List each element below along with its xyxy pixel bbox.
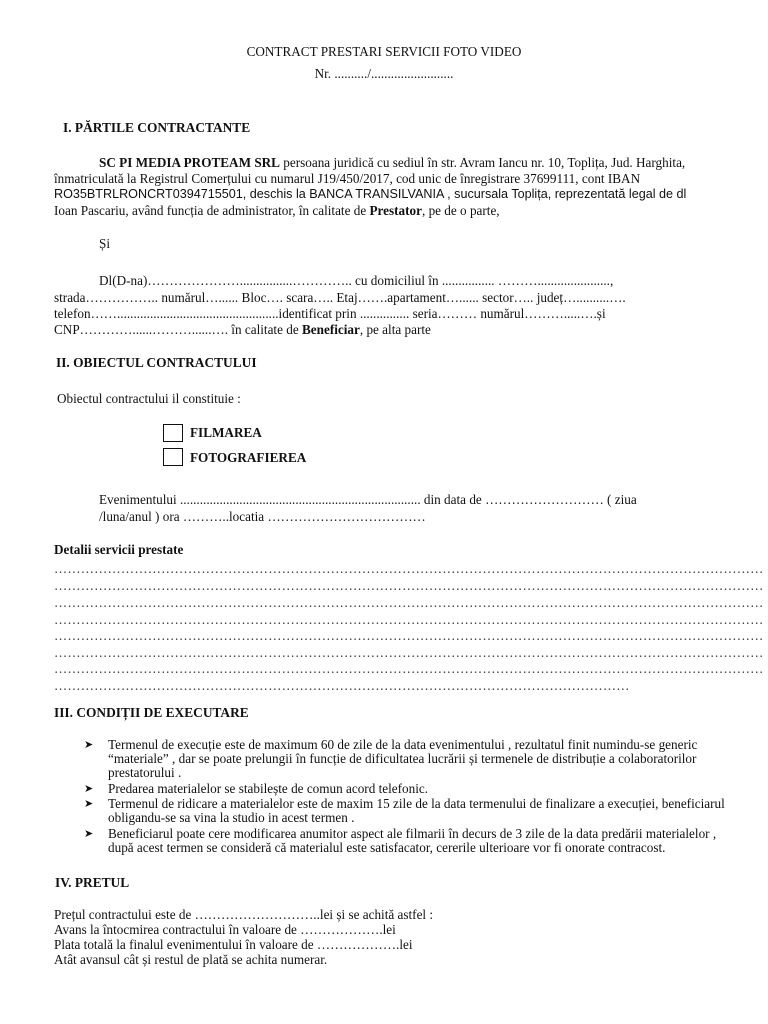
client-line-3: telefon…….................................................identificat prin ............... seria……… numărul……….....….și (54, 306, 606, 321)
arrow-bullet-icon: ➤ (84, 739, 94, 751)
contract-title: CONTRACT PRESTARI SERVICII FOTO VIDEO (246, 44, 522, 59)
details-heading: Detalii servicii prestate (54, 542, 184, 557)
contract-number: Nr. ........../......................... (314, 66, 454, 81)
arrow-bullet-icon: ➤ (84, 828, 94, 840)
details-line[interactable]: …………………………………………………………………………………………………………………………………………… (54, 561, 764, 576)
details-line[interactable]: …………………………………………………………………………………………………………………………………………… (54, 612, 764, 627)
event-line-1: Evenimentului ......................................................................... din data de ……………………… ( ziua (99, 492, 637, 507)
client-role-suffix: , pe alta parte (359, 322, 431, 337)
company-line-1 (99, 155, 685, 171)
company-role-prefix: Ioan Pascariu, având funcția de administrator, în calitate de (54, 203, 370, 218)
event-line-2: /luna/anul ) ora ………..locatia ……………………………… (99, 509, 426, 524)
details-line[interactable]: …………………………………………………………………………………………………………………………………………… (54, 578, 764, 593)
company-line-3: RO35BTRLRONCRT0394715501, deschis la BANCA TRANSILVANIA , sucursala Toplița, reprezentată legal de dl (54, 187, 687, 201)
condition-text: Beneficiarul poate cere modificarea anumitor aspect ale filmarii în decurs de 3 zile de la data predării materialelor , după acest termen se consideră că materialul este satisfacator, cererile ulterioare vor fi onorate contracost. (108, 826, 717, 855)
price-line-1: Prețul contractului este de ………………………..lei și se achită astfel : (54, 907, 434, 922)
section-3-heading: III. CONDIȚII DE EXECUTARE (54, 705, 249, 720)
filmarea-checkbox[interactable] (163, 424, 183, 442)
fotografierea-label: FOTOGRAFIEREA (190, 450, 307, 465)
beneficiar-label: Beneficiar (301, 322, 360, 337)
filmarea-label: FILMAREA (190, 425, 262, 440)
section-4-heading: IV. PRETUL (55, 875, 130, 890)
section-1-heading: I. PĂRTILE CONTRACTANTE (63, 120, 251, 135)
prestator-label: Prestator (369, 203, 422, 218)
price-line-2: Avans la întocmirea contractului în valoare de ……………….lei (54, 922, 396, 937)
price-line-3: Plata totală la finalul evenimentului în valoare de ……………….lei (54, 937, 413, 952)
arrow-bullet-icon: ➤ (84, 783, 94, 795)
client-line-4 (54, 322, 431, 338)
company-name: SC PI MEDIA PROTEAM SRL (99, 155, 280, 170)
fotografierea-checkbox[interactable] (163, 448, 183, 466)
price-line-4: Atât avansul cât și restul de plată se achita numerar. (54, 952, 328, 967)
section-2-heading: II. OBIECTUL CONTRACTULUI (56, 355, 257, 370)
si-label: Și (99, 236, 110, 251)
company-address: persoana juridică cu sediul în str. Avram Iancu nr. 10, Toplița, Jud. Harghita, (279, 155, 686, 170)
company-line-4 (54, 203, 500, 219)
company-role-suffix: , pe de o parte, (421, 203, 500, 218)
details-line[interactable]: …………………………………………………………………………………………………………………………………………… (54, 595, 764, 610)
details-line[interactable]: …………………………………………………………………………………………………………………………………………… (54, 661, 764, 676)
details-line[interactable]: …………………………………………………………………………………………………………………………………………… (54, 645, 764, 660)
condition-text: Predarea materialelor se stabilește de comun acord telefonic. (108, 781, 429, 796)
details-line[interactable]: ………………………………………………………………………………………………………………… (54, 678, 630, 693)
object-intro: Obiectul contractului il constituie : (57, 391, 241, 406)
client-line-2: strada…………….. numărul…...... Bloc…. scara….. Etaj…….apartament…...... sector….. județ…..........…. (54, 290, 626, 305)
client-cnp: CNP…………......………......…. în calitate de (54, 322, 302, 337)
details-line[interactable]: …………………………………………………………………………………………………………………………………………… (54, 628, 764, 643)
company-line-2: înmatriculată la Registrul Comerțului cu numarul J19/450/2017, cod unic de înregistrare 37699111, cont IBAN (54, 171, 641, 186)
client-line-1: Dl(D-na)…………………................………….. cu domiciliul în ................ ………......................, (99, 273, 614, 288)
arrow-bullet-icon: ➤ (84, 798, 94, 810)
condition-text: Termenul de execuție este de maximum 60 de zile de la data evenimentului , rezultatul finit numindu-se generic “materiale” , dar se poate prelungii în funcție de dificultatea lucrării și termenele de distribuție a colaboratorilor prestatorului . (108, 737, 698, 780)
condition-text: Termenul de ridicare a materialelor este de maxim 15 zile de la data termenului de finalizare a execuției, beneficiarul obligandu-se sa vina la studio in acest termen . (108, 796, 725, 825)
